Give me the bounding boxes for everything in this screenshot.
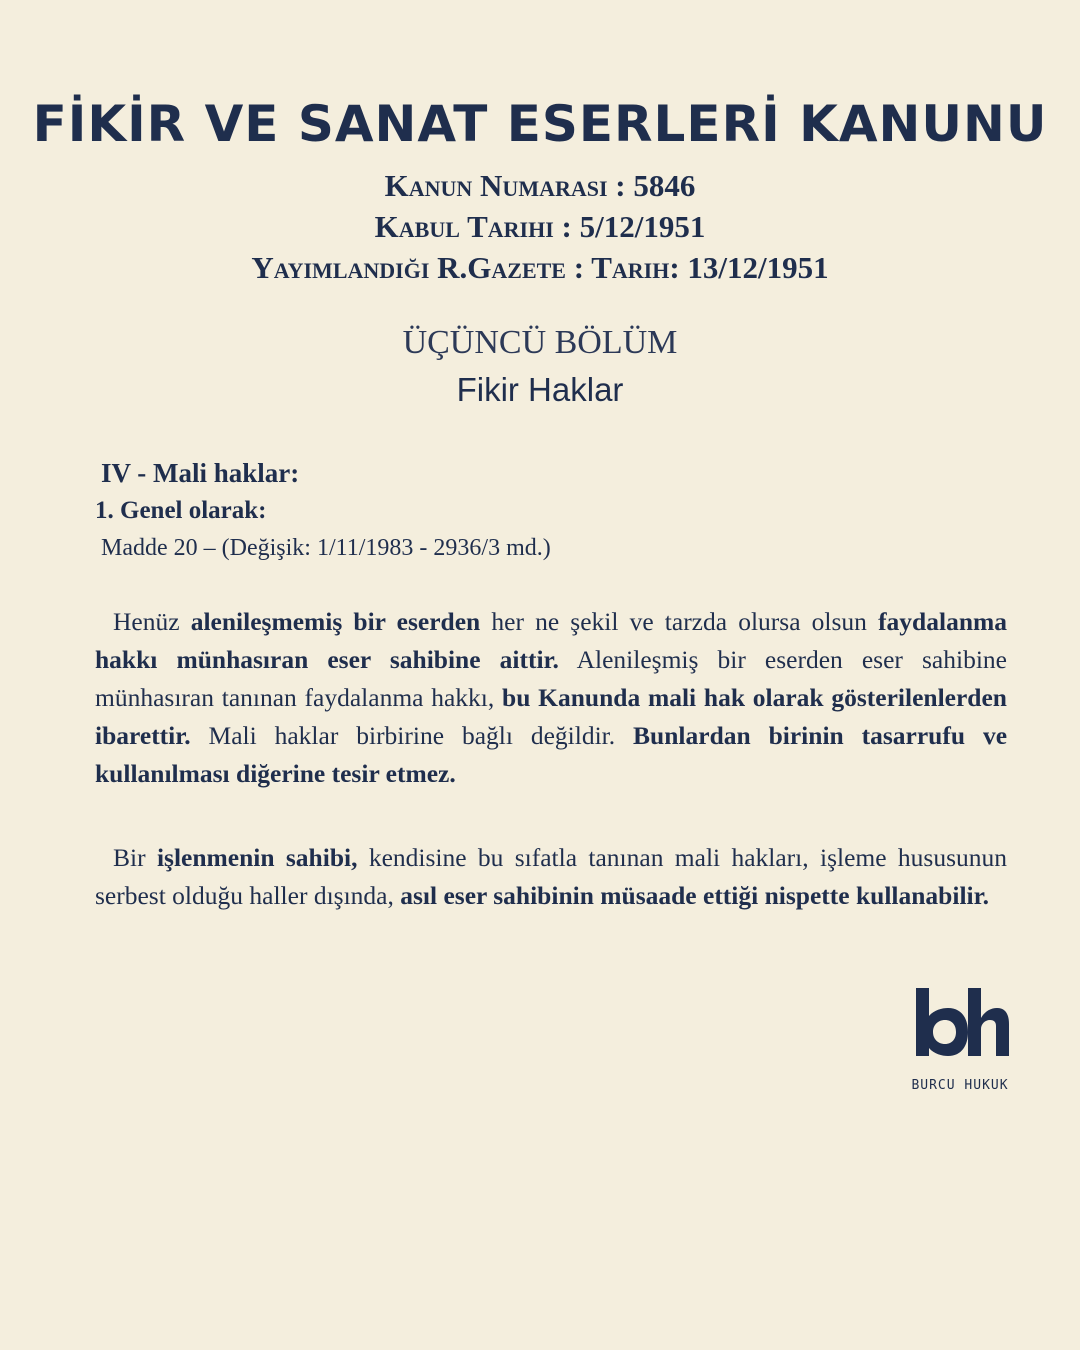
text-run: kendisine bu sıfatla tanınan mali hakları, işleme hususunun serbest olduğu haller dışında, [95, 843, 1007, 910]
section-title: Fikir Haklar [456, 371, 624, 408]
text-run: Henüz [113, 607, 191, 636]
bold-text-run: işlenmenin sahibi, [156, 843, 358, 872]
bold-text-run: asıl eser sahibinin müsaade ettiği nispette kullanabilir. [400, 881, 989, 910]
article-madde: Madde 20 – (Değişik: 1/11/1983 - 2936/3 md.) [101, 535, 551, 561]
brand-logo [912, 982, 1012, 1062]
bh-logo-icon [912, 982, 1012, 1062]
bold-text-run: alenileşmemiş bir eserden [190, 607, 481, 636]
text-run: her ne şekil ve tarzda olursa olsun [480, 607, 879, 636]
law-title: FİKİR VE SANAT ESERLERİ KANUNU [32, 95, 1048, 153]
text-run: Mali haklar birbirine bağlı değildir. [190, 721, 634, 750]
article-heading: IV - Mali haklar: [101, 458, 300, 488]
text-run: Alenileşmiş bir eserden eser sahibine münhasıran tanınan faydalanma hakkı, [95, 645, 1007, 712]
bold-text-run: bu Kanunda mali hak olarak gösterilenlerden ibarettir. [95, 683, 1007, 750]
paragraph-2 [95, 839, 1007, 915]
section-label: ÜÇÜNCÜ BÖLÜM [402, 324, 678, 361]
brand-name: BURCU HUKUK [911, 1078, 1009, 1093]
paragraph-1 [95, 603, 1007, 793]
article-subheading: 1. Genel olarak: [95, 497, 267, 524]
law-number: Kanun Numarası : 5846 [384, 168, 696, 203]
bold-text-run: Bunlardan birinin tasarrufu ve kullanılması diğerine tesir etmez. [95, 721, 1008, 788]
text-run: Bir [113, 843, 157, 872]
acceptance-date: Kabul Tarihi : 5/12/1951 [374, 209, 706, 244]
gazette-date: Yayımlandığı R.Gazete : Tarih: 13/12/1951 [251, 250, 829, 285]
bold-text-run: faydalanma hakkı münhasıran eser sahibine aittir. [95, 607, 1007, 674]
